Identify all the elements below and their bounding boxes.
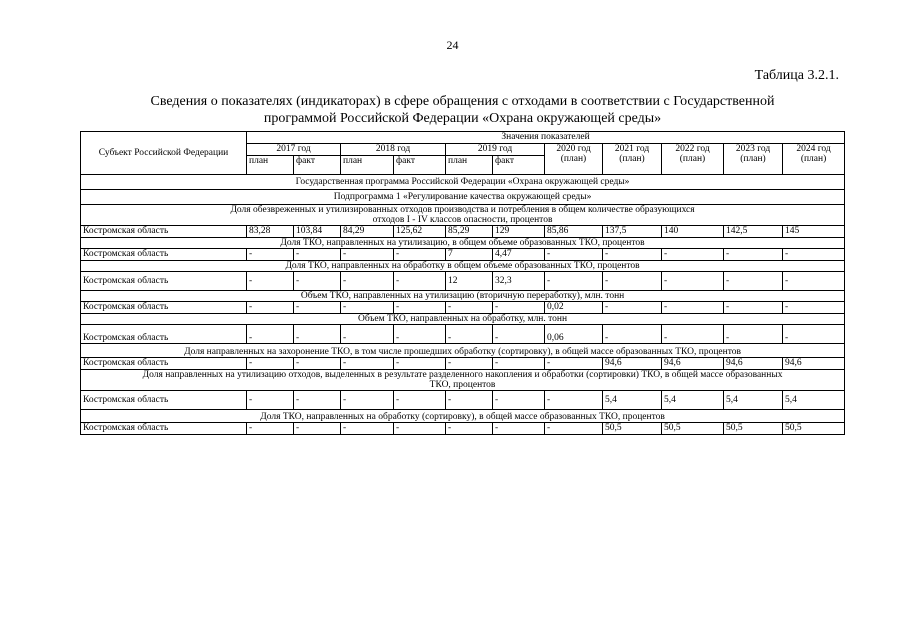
value-cell: 94,6 bbox=[724, 358, 783, 370]
value-cell: 84,29 bbox=[341, 226, 394, 238]
value-cell: - bbox=[783, 302, 845, 314]
value-cell: - bbox=[603, 325, 662, 344]
value-cell: 5,4 bbox=[724, 391, 783, 410]
value-cell: 145 bbox=[783, 226, 845, 238]
value-cell: - bbox=[493, 302, 545, 314]
document-title-line-2: программой Российской Федерации «Охрана окружающей среды» bbox=[263, 111, 662, 126]
value-cell: - bbox=[545, 272, 603, 291]
year-2018-header: 2018 год bbox=[341, 144, 446, 156]
value-cell: 50,5 bbox=[603, 423, 662, 435]
value-cell: 83,28 bbox=[247, 226, 294, 238]
value-cell: - bbox=[446, 423, 493, 435]
table-row bbox=[81, 302, 845, 314]
value-cell: - bbox=[294, 302, 341, 314]
section-title-row bbox=[81, 370, 845, 391]
value-cell: - bbox=[545, 423, 603, 435]
program-title: Государственная программа Российской Федерации «Охрана окружающей среды» bbox=[81, 175, 845, 190]
value-cell: - bbox=[724, 272, 783, 291]
section-title-row bbox=[81, 261, 845, 272]
document-title bbox=[80, 93, 845, 127]
year-2022-plan: (план) bbox=[679, 154, 706, 164]
value-cell: 32,3 bbox=[493, 272, 545, 291]
fact-2017-header: факт bbox=[294, 156, 341, 175]
value-cell: - bbox=[394, 325, 446, 344]
region-cell: Костромская область bbox=[81, 325, 247, 344]
year-2024-plan: (план) bbox=[800, 154, 827, 164]
value-cell: - bbox=[493, 391, 545, 410]
value-cell: - bbox=[341, 272, 394, 291]
value-cell: 7 bbox=[446, 249, 493, 261]
table-row bbox=[81, 325, 845, 344]
section-title: Доля направленных на захоронение ТКО, в том числе прошедших обработку (сортировку), в общей массе образованных ТКО, процентов bbox=[81, 344, 845, 358]
plan-2018-header: план bbox=[341, 156, 394, 175]
document-title-line-1: Сведения о показателях (индикаторах) в сфере обращения с отходами в соответствии с Государственной bbox=[150, 94, 775, 109]
value-cell: - bbox=[446, 302, 493, 314]
value-cell: - bbox=[545, 391, 603, 410]
value-cell: 85,86 bbox=[545, 226, 603, 238]
value-cell: - bbox=[662, 272, 724, 291]
value-cell: - bbox=[294, 325, 341, 344]
section-title: Объем ТКО, направленных на обработку, млн. тонн bbox=[81, 314, 845, 325]
program-row bbox=[81, 175, 845, 190]
value-cell: - bbox=[341, 423, 394, 435]
value-cell: 142,5 bbox=[724, 226, 783, 238]
value-cell: 125,62 bbox=[394, 226, 446, 238]
section-title-row bbox=[81, 344, 845, 358]
value-cell: - bbox=[545, 249, 603, 261]
value-cell: - bbox=[603, 249, 662, 261]
value-cell: 94,6 bbox=[783, 358, 845, 370]
year-2022-label: 2022 год bbox=[675, 144, 710, 154]
value-cell: - bbox=[294, 423, 341, 435]
value-cell: - bbox=[446, 325, 493, 344]
value-cell: 50,5 bbox=[724, 423, 783, 435]
region-cell: Костромская область bbox=[81, 423, 247, 435]
value-cell: - bbox=[783, 325, 845, 344]
year-2024-label: 2024 год bbox=[796, 144, 831, 154]
year-2023-plan: (план) bbox=[740, 154, 766, 164]
value-cell: - bbox=[603, 302, 662, 314]
section-title: Объем ТКО, направленных на утилизацию (вторичную переработку), млн. тонн bbox=[81, 291, 845, 302]
value-cell: 140 bbox=[662, 226, 724, 238]
value-cell: 94,6 bbox=[662, 358, 724, 370]
value-cell: - bbox=[446, 358, 493, 370]
value-cell: - bbox=[341, 302, 394, 314]
year-2022-header bbox=[662, 144, 724, 175]
region-cell: Костромская область bbox=[81, 249, 247, 261]
value-cell: - bbox=[603, 272, 662, 291]
value-cell: - bbox=[341, 391, 394, 410]
indicators-table bbox=[80, 131, 845, 435]
value-cell: - bbox=[247, 358, 294, 370]
value-cell: - bbox=[247, 391, 294, 410]
header-row-values bbox=[81, 132, 845, 144]
section-title: Доля ТКО, направленных на обработку (сортировку), в общей массе образованных ТКО, процентов bbox=[81, 410, 845, 423]
value-cell: - bbox=[341, 358, 394, 370]
plan-2019-header: план bbox=[446, 156, 493, 175]
value-cell: - bbox=[446, 391, 493, 410]
table-row bbox=[81, 272, 845, 291]
year-2019-header: 2019 год bbox=[446, 144, 545, 156]
value-cell: 4,47 bbox=[493, 249, 545, 261]
value-cell: - bbox=[341, 325, 394, 344]
value-cell: - bbox=[394, 272, 446, 291]
year-2017-header: 2017 год bbox=[247, 144, 341, 156]
value-cell: 5,4 bbox=[662, 391, 724, 410]
value-cell: - bbox=[247, 325, 294, 344]
value-cell: - bbox=[294, 249, 341, 261]
section-title: Доля ТКО, направленных на обработку в общем объеме образованных ТКО, процентов bbox=[81, 261, 845, 272]
table-label: Таблица 3.2.1. bbox=[754, 68, 839, 83]
value-cell: - bbox=[724, 249, 783, 261]
value-cell: - bbox=[394, 302, 446, 314]
year-2023-label: 2023 год bbox=[735, 144, 771, 154]
value-cell: 0,06 bbox=[545, 325, 603, 344]
region-cell: Костромская область bbox=[81, 272, 247, 291]
value-cell: - bbox=[294, 272, 341, 291]
value-cell: 5,4 bbox=[783, 391, 845, 410]
year-2020-header bbox=[545, 144, 603, 175]
subprogram-title: Подпрограмма 1 «Регулирование качества окружающей среды» bbox=[81, 190, 845, 205]
value-cell: - bbox=[394, 358, 446, 370]
section-title bbox=[81, 205, 845, 226]
value-cell: 12 bbox=[446, 272, 493, 291]
value-cell: 129 bbox=[493, 226, 545, 238]
table-row bbox=[81, 423, 845, 435]
value-cell: 103,84 bbox=[294, 226, 341, 238]
subject-header: Субъект Российской Федерации bbox=[81, 132, 247, 175]
value-cell: - bbox=[545, 358, 603, 370]
value-cell: - bbox=[394, 423, 446, 435]
section-title-row bbox=[81, 205, 845, 226]
value-cell: - bbox=[493, 325, 545, 344]
value-cell: - bbox=[294, 358, 341, 370]
table-row bbox=[81, 226, 845, 238]
table-row bbox=[81, 358, 845, 370]
section-title-row bbox=[81, 314, 845, 325]
value-cell: - bbox=[662, 325, 724, 344]
value-cell: - bbox=[394, 391, 446, 410]
value-cell: - bbox=[662, 302, 724, 314]
value-cell: - bbox=[493, 423, 545, 435]
subprogram-row bbox=[81, 190, 845, 205]
value-cell: - bbox=[247, 272, 294, 291]
value-cell: - bbox=[783, 249, 845, 261]
value-cell: - bbox=[662, 249, 724, 261]
page-number: 24 bbox=[446, 38, 459, 52]
value-cell: - bbox=[294, 391, 341, 410]
value-cell: 94,6 bbox=[603, 358, 662, 370]
values-header: Значения показателей bbox=[247, 132, 845, 144]
value-cell: 50,5 bbox=[662, 423, 724, 435]
value-cell: - bbox=[341, 249, 394, 261]
value-cell: - bbox=[247, 423, 294, 435]
year-2021-plan: (план) bbox=[619, 154, 645, 164]
section-title-row bbox=[81, 410, 845, 423]
section-title: Доля ТКО, направленных на утилизацию, в общем объеме образованных ТКО, процентов bbox=[81, 238, 845, 249]
fact-2019-header: факт bbox=[493, 156, 545, 175]
region-cell: Костромская область bbox=[81, 358, 247, 370]
section-title-line-1: Доля направленных на утилизацию отходов, выделенных в результате разделенного накопления и обработки (сортировки) ТКО, в общей массе образованных bbox=[142, 370, 783, 380]
section-title-row bbox=[81, 238, 845, 249]
value-cell: - bbox=[247, 249, 294, 261]
value-cell: 50,5 bbox=[783, 423, 845, 435]
table-row bbox=[81, 249, 845, 261]
value-cell: - bbox=[724, 302, 783, 314]
year-2023-header bbox=[724, 144, 783, 175]
year-2021-label: 2021 год bbox=[614, 144, 650, 154]
value-cell: - bbox=[394, 249, 446, 261]
section-title-line-1: Доля обезвреженных и утилизированных отходов производства и потребления в общем количестве образующихся bbox=[230, 205, 695, 215]
value-cell: - bbox=[724, 325, 783, 344]
region-cell: Костромская область bbox=[81, 226, 247, 238]
table-row bbox=[81, 391, 845, 410]
value-cell: 85,29 bbox=[446, 226, 493, 238]
year-2024-header bbox=[783, 144, 845, 175]
year-2020-label: 2020 год bbox=[556, 144, 591, 154]
plan-2017-header: план bbox=[247, 156, 294, 175]
year-2021-header bbox=[603, 144, 662, 175]
section-title bbox=[81, 370, 845, 391]
fact-2018-header: факт bbox=[394, 156, 446, 175]
value-cell: 5,4 bbox=[603, 391, 662, 410]
value-cell: - bbox=[783, 272, 845, 291]
year-2020-plan: (план) bbox=[560, 154, 587, 164]
region-cell: Костромская область bbox=[81, 391, 247, 410]
region-cell: Костромская область bbox=[81, 302, 247, 314]
section-title-line-2: ТКО, процентов bbox=[429, 380, 496, 390]
value-cell: - bbox=[247, 302, 294, 314]
value-cell: - bbox=[493, 358, 545, 370]
section-title-row bbox=[81, 291, 845, 302]
value-cell: 137,5 bbox=[603, 226, 662, 238]
value-cell: 0,02 bbox=[545, 302, 603, 314]
section-title-line-2: отходов I - IV классов опасности, процентов bbox=[372, 215, 553, 225]
